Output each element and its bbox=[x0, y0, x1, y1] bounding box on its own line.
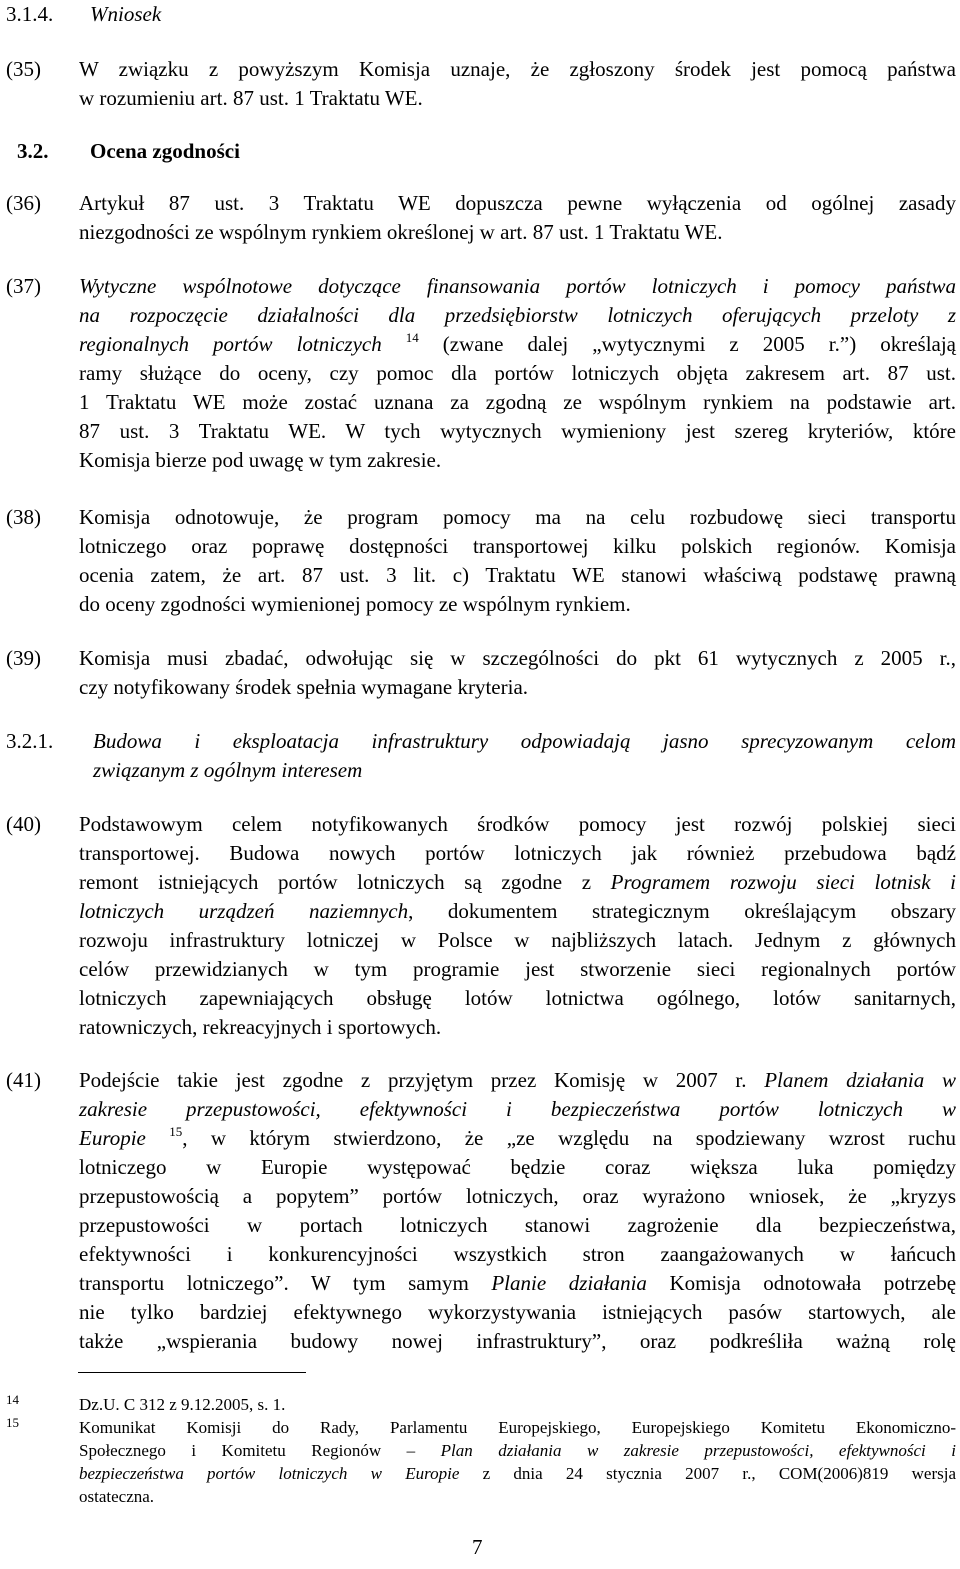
text-line: 1 Traktatu WE może zostać uznana za zgodną ze wspólnym rynkiem na podstawie art. bbox=[79, 390, 956, 414]
text-line bbox=[79, 897, 956, 926]
text-line: rozwoju infrastruktury lotniczej w Polsce w najbliższych latach. Jednym z głównych bbox=[79, 928, 956, 952]
footnote-15 bbox=[6, 1416, 956, 1508]
italic-text: Planem działania w bbox=[764, 1068, 956, 1092]
text-run: transportu lotniczego”. W tym samym bbox=[79, 1271, 469, 1295]
footnote-text bbox=[79, 1416, 956, 1508]
section-number: 3.2. bbox=[17, 139, 49, 163]
text-line: transportowej. Budowa nowych portów lotniczych jak również przebudowa bądź bbox=[79, 841, 956, 865]
text-line: związanym z ogólnym interesem bbox=[93, 758, 363, 782]
section-heading-3-2-1 bbox=[6, 727, 956, 785]
text-line: czy notyfikowany środek spełnia wymagane kryteria. bbox=[79, 675, 529, 699]
paragraph-number: (40) bbox=[6, 812, 41, 836]
paragraph-text bbox=[79, 644, 956, 702]
text-line: Podstawowym celem notyfikowanych środków pomocy jest rozwój polskiej sieci bbox=[79, 812, 956, 836]
text-line: Komisja bierze pod uwagę w tym zakresie. bbox=[79, 448, 442, 472]
paragraph-text bbox=[79, 810, 956, 1042]
italic-text: Programem rozwoju sieci lotnisk i bbox=[610, 870, 956, 894]
paragraph-text bbox=[79, 55, 956, 113]
section-heading-3-1-4 bbox=[6, 0, 161, 29]
text-line bbox=[79, 1462, 956, 1485]
italic-text: bezpieczeństwa portów lotniczych w Europie bbox=[79, 1464, 460, 1483]
paragraph-number: (39) bbox=[6, 646, 41, 670]
text-line: W związku z powyższym Komisja uznaje, że zgłoszony środek jest pomocą państwa bbox=[79, 57, 956, 81]
footnote-separator bbox=[78, 1372, 306, 1373]
text-line: ostateczna. bbox=[79, 1487, 155, 1506]
paragraph-36 bbox=[6, 189, 956, 247]
text-line: Budowa i eksploatacja infrastruktury odpowiadają jasno sprecyzowanym celom bbox=[93, 729, 956, 753]
text-line: ramy służące do oceny, czy pomoc dla portów lotniczych objęta zakresem art. 87 ust. bbox=[79, 361, 956, 385]
paragraph-35 bbox=[6, 55, 956, 113]
text-run: , w którym stwierdzono, że „ze względu na spodziewany wzrost ruchu bbox=[182, 1126, 956, 1150]
text-line bbox=[79, 868, 956, 897]
paragraph-39 bbox=[6, 644, 956, 702]
section-number: 3.2.1. bbox=[6, 729, 54, 753]
footnote-number: 14 bbox=[6, 1392, 19, 1407]
text-line bbox=[79, 1066, 956, 1095]
text-line: do oceny zgodności wymienionej pomocy ze wspólnym rynkiem. bbox=[79, 592, 631, 616]
paragraph-number: (38) bbox=[6, 505, 41, 529]
paragraph-text bbox=[79, 503, 956, 619]
text-line: Komunikat Komisji do Rady, Parlamentu Europejskiego, Europejskiego Komitetu Ekonomiczno- bbox=[79, 1418, 956, 1437]
italic-text: regionalnych portów lotniczych bbox=[79, 332, 382, 356]
text-line: Komisja musi zbadać, odwołując się w szczególności do pkt 61 wytycznych z 2005 r., bbox=[79, 646, 956, 670]
paragraph-40 bbox=[6, 810, 956, 1042]
text-run: z dnia 24 stycznia 2007 r., COM(2006)819 wersja bbox=[482, 1464, 956, 1483]
italic-text: Planie działania bbox=[491, 1271, 647, 1295]
text-run: Komisja odnotowała potrzebę bbox=[669, 1271, 957, 1295]
text-run: (zwane dalej „wytycznymi z 2005 r.”) określają bbox=[442, 332, 957, 356]
text-run: Podejście takie jest zgodne z przyjętym przez Komisję w 2007 r. bbox=[79, 1068, 747, 1092]
text-line: niezgodności ze wspólnym rynkiem określonej w art. 87 ust. 1 Traktatu WE. bbox=[79, 220, 723, 244]
text-line: 87 ust. 3 Traktatu WE. W tych wytycznych wymieniony jest szereg kryteriów, które bbox=[79, 419, 956, 443]
paragraph-number: (37) bbox=[6, 274, 41, 298]
text-line: ratowniczych, rekreacyjnych i sportowych. bbox=[79, 1015, 442, 1039]
text-run: remont istniejących portów lotniczych są zgodne z bbox=[79, 870, 592, 894]
footnote-number: 15 bbox=[6, 1415, 19, 1430]
text-line: lotniczych zapewniających obsługę lotów lotnictwa ogólnego, lotów sanitarnych, bbox=[79, 986, 956, 1010]
paragraph-38 bbox=[6, 503, 956, 619]
section-number: 3.1.4. bbox=[6, 2, 54, 26]
text-line: na rozpoczęcie działalności dla przedsiębiorstw lotniczych oferujących przeloty z bbox=[79, 303, 956, 327]
text-line: celów przewidzianych w tym programie jest stworzenie sieci regionalnych portów bbox=[79, 957, 956, 981]
footnote-text bbox=[79, 1393, 956, 1416]
text-line: także „wspierania budowy nowej infrastruktury”, oraz podkreśliła ważną rolę bbox=[79, 1329, 956, 1353]
text-line bbox=[79, 1269, 956, 1298]
text-line: efektywności i konkurencyjności wszystkich stron zaangażowanych w łańcuch bbox=[79, 1242, 956, 1266]
page-number: 7 bbox=[472, 1535, 483, 1559]
footnote-ref-14[interactable]: 14 bbox=[405, 330, 419, 345]
text-line bbox=[79, 1124, 956, 1153]
text-line: przepustowością a popytem” portów lotniczych, oraz wyrażono wniosek, że „kryzys bbox=[79, 1184, 956, 1208]
italic-text: Plan działania w zakresie przepustowości, efektywności i bbox=[440, 1441, 956, 1460]
section-title: Wniosek bbox=[90, 2, 162, 26]
text-run: , dokumentem strategicznym określającym obszary bbox=[408, 899, 956, 923]
paragraph-number: (35) bbox=[6, 57, 41, 81]
text-line: przepustowości w portach lotniczych stanowi zagrożenie dla bezpieczeństwa, bbox=[79, 1213, 956, 1237]
paragraph-text bbox=[79, 272, 956, 475]
section-heading-3-2 bbox=[6, 137, 240, 166]
italic-text: Europie bbox=[79, 1126, 146, 1150]
paragraph-number: (36) bbox=[6, 191, 41, 215]
text-line: nie tylko bardziej efektywnego wykorzystywania istniejących pasów startowych, ale bbox=[79, 1300, 956, 1324]
text-line: lotniczego oraz poprawę dostępności transportowej kilku polskich regionów. Komisja bbox=[79, 534, 956, 558]
text-line: zakresie przepustowości, efektywności i bezpieczeństwa portów lotniczych w bbox=[79, 1097, 956, 1121]
text-line: Dz.U. C 312 z 9.12.2005, s. 1. bbox=[79, 1395, 286, 1414]
text-line: Komisja odnotowuje, że program pomocy ma na celu rozbudowę sieci transportu bbox=[79, 505, 956, 529]
section-title: Ocena zgodności bbox=[90, 139, 240, 163]
text-line bbox=[79, 330, 956, 359]
footnote-14 bbox=[6, 1393, 956, 1416]
text-line: Artykuł 87 ust. 3 Traktatu WE dopuszcza pewne wyłączenia od ogólnej zasady bbox=[79, 191, 956, 215]
text-line: lotniczego w Europie występować będzie coraz większa luka pomiędzy bbox=[79, 1155, 956, 1179]
text-run: Społecznego i Komitetu Regionów – bbox=[79, 1441, 416, 1460]
text-line: Wytyczne wspólnotowe dotyczące finansowania portów lotniczych i pomocy państwa bbox=[79, 274, 956, 298]
text-line: w rozumieniu art. 87 ust. 1 Traktatu WE. bbox=[79, 86, 423, 110]
italic-text: lotniczych urządzeń naziemnych bbox=[79, 899, 409, 923]
text-line: ocenia zatem, że art. 87 ust. 3 lit. c) Traktatu WE stanowi właściwą podstawę prawną bbox=[79, 563, 956, 587]
footnote-ref-15[interactable]: 15 bbox=[169, 1124, 183, 1139]
text-line bbox=[79, 1439, 956, 1462]
paragraph-text bbox=[79, 189, 956, 247]
section-title bbox=[93, 727, 956, 785]
paragraph-number: (41) bbox=[6, 1068, 41, 1092]
paragraph-text bbox=[79, 1066, 956, 1356]
paragraph-37 bbox=[6, 272, 956, 475]
paragraph-41 bbox=[6, 1066, 956, 1356]
